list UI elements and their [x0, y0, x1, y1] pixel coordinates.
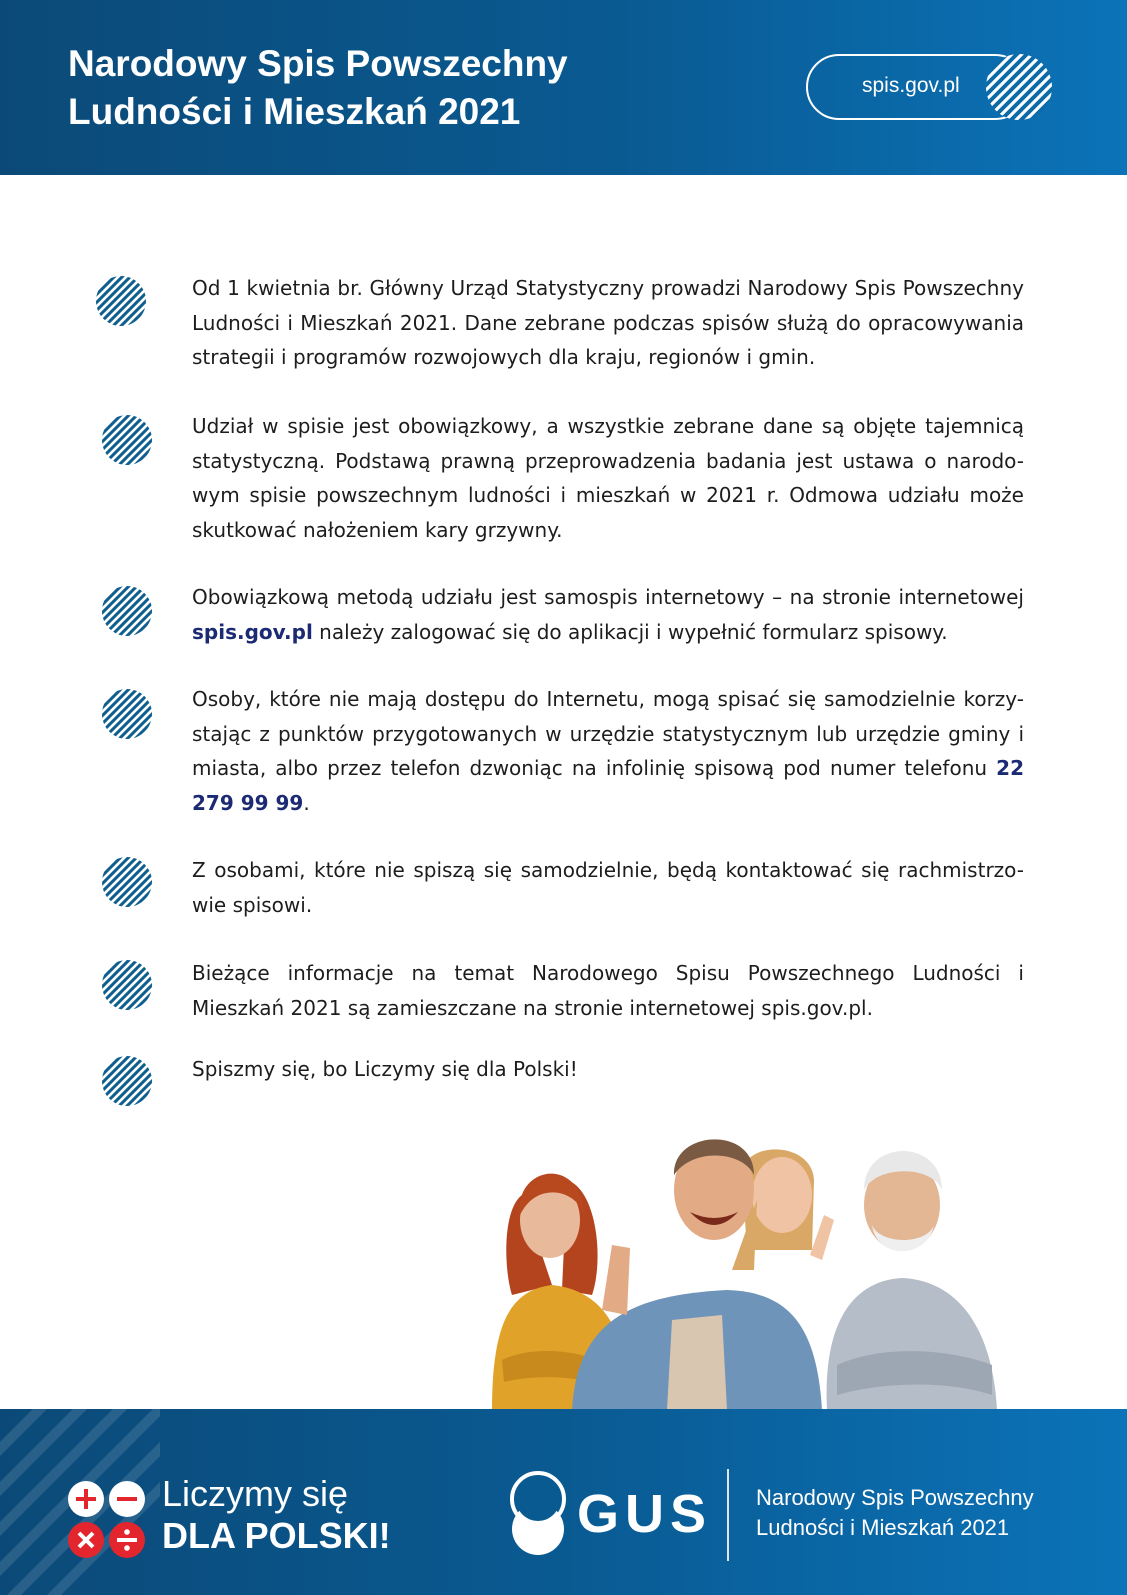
website-link[interactable]: spis.gov.pl	[192, 619, 313, 644]
striped-circle-icon	[101, 1055, 153, 1107]
paragraph: Udział w spisie jest obowiązkowy, a wszystkie zebrane dane są objęte tajemnicą statystyczną. Podstawą prawną przeprowadzenia badania jest ustawa o narodo-wym spisie powszechnym ludności i mieszkań w 2021 r. Odmowa udziału może skutkować nałożeniem kary grzywny.	[192, 414, 1024, 542]
census-name-line-2: Ludności i Mieszkań 2021	[756, 1515, 1010, 1540]
paragraph	[192, 580, 1024, 649]
title-line-2: Ludności i Mieszkań 2021	[68, 91, 521, 132]
census-name-line-1: Narodowy Spis Powszechny	[756, 1485, 1034, 1510]
paragraph-text: Osoby, które nie mają dostępu do Internetu, mogą spisać się samodzielnie korzy-stając z punktów przygotowanych w urzędzie statystycznym lub urzędzie gminy i miasta, albo przez telefon dzwoniąc na infolinię spisową pod numer telefonu	[192, 687, 1024, 780]
paragraph-text: .	[303, 790, 310, 815]
striped-circle-icon	[95, 275, 147, 327]
footer-divider	[727, 1469, 729, 1561]
paragraph: Bieżące informacje na temat Narodowego Spisu Powszechnego Ludności i Mieszkań 2021 są zamieszczane na stronie internetowej spis.gov.pl.	[192, 961, 1024, 1020]
gus-logo-icon	[508, 1471, 568, 1561]
title-line-1: Narodowy Spis Powszechny	[68, 43, 568, 84]
person-older-man	[827, 1151, 997, 1410]
paragraph-text: Obowiązkową metodą udziału jest samospis internetowy – na stronie internetowej	[192, 585, 1024, 609]
family-photo	[492, 1120, 1032, 1410]
striped-circle-icon	[101, 585, 153, 637]
header-banner	[0, 0, 1127, 175]
census-name	[756, 1483, 1034, 1543]
striped-circle-icon	[101, 856, 153, 908]
calculator-signs-icon	[66, 1479, 148, 1561]
paragraph-text: należy zalogować się do aplikacji i wypełnić formularz spisowy.	[312, 619, 948, 644]
striped-circle-icon	[101, 959, 153, 1011]
slogan-line-1: Liczymy się	[162, 1473, 349, 1514]
striped-circle-icon	[101, 414, 153, 466]
gus-wordmark: GUS	[577, 1484, 713, 1544]
slogan-line-2: DLA POLSKI!	[162, 1515, 391, 1556]
page-title	[68, 40, 628, 136]
paragraph: Spiszmy się, bo Liczymy się dla Polski!	[192, 1057, 578, 1081]
paragraph: Z osobami, które nie spiszą się samodzielnie, będą kontaktować się rachmistrzo-wie spisowi.	[192, 858, 1024, 917]
striped-circle-icon	[101, 688, 153, 740]
phone-number-link[interactable]: 22 279 99 99	[192, 756, 1024, 815]
paragraph	[192, 682, 1024, 820]
paragraph: Od 1 kwietnia br. Główny Urząd Statystyczny prowadzi Narodowy Spis Powszechny Ludności i Mieszkań 2021. Dane zebrane podczas spisów służą do opracowywania strategii i programów rozwojowych dla kraju, regionów i gmin.	[192, 276, 1024, 369]
striped-circle-icon	[985, 53, 1053, 121]
footer-banner	[0, 1409, 1127, 1595]
website-link-label: spis.gov.pl	[862, 74, 960, 97]
